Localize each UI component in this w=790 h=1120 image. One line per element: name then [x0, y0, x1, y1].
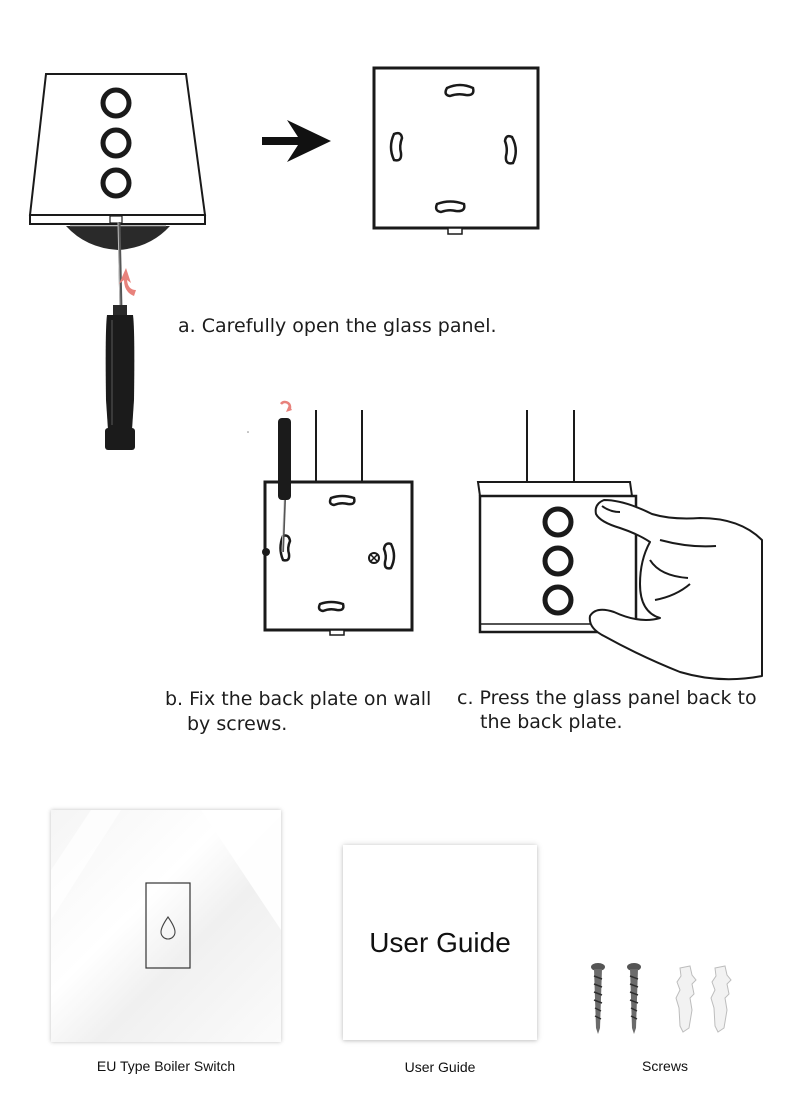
step-a-caption: a. Carefully open the glass panel.	[178, 315, 497, 337]
step-c-caption-line1: c. Press the glass panel back to	[457, 687, 757, 709]
screws-label: Screws	[642, 1058, 688, 1074]
step-c-caption-line2: the back plate.	[480, 711, 623, 733]
screw-icon	[627, 963, 641, 1034]
step-b-caption-line1: b. Fix the back plate on wall	[165, 688, 432, 710]
wall-anchor-icon	[676, 966, 696, 1032]
switch-label: EU Type Boiler Switch	[96, 1058, 236, 1074]
wall-anchor-icon	[711, 966, 731, 1032]
user-guide-label: User Guide	[404, 1059, 476, 1075]
screw-icon	[591, 963, 605, 1034]
user-guide-title: User Guide	[369, 927, 511, 958]
step-b-caption-line2: by screws.	[187, 713, 288, 735]
